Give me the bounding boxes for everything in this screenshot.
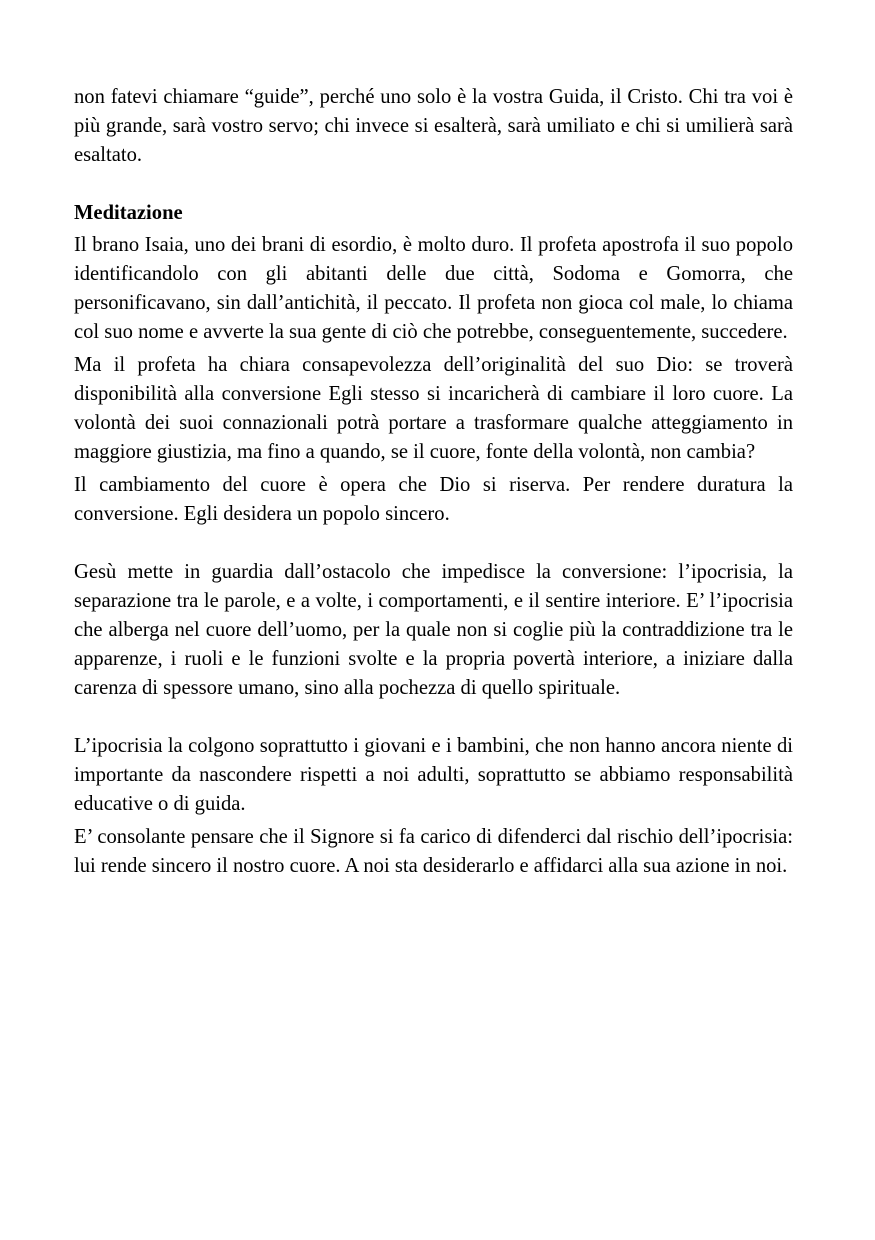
body-paragraph-6: E’ consolante pensare che il Signore si fa carico di difenderci dal rischio dell’ipocrisia: lui rende sincero il nostro cuore. A noi sta desiderarlo e affidarci alla sua azione in noi.	[74, 826, 793, 877]
body-paragraph-3: Il cambiamento del cuore è opera che Dio si riserva. Per rendere duratura la conversione. Egli desidera un popolo sincero.	[74, 474, 793, 525]
body-paragraph-1: Il brano Isaia, uno dei brani di esordio, è molto duro. Il profeta apostrofa il suo popolo identificandolo con gli abitanti delle due città, Sodoma e Gomorra, che personificavano, sin dall’antichità, il peccato. Il profeta non gioca col male, lo chiama col suo nome e avverte la sua gente di ciò che potrebbe, conseguentemente, succedere.	[74, 234, 793, 343]
body-paragraph-2: Ma il profeta ha chiara consapevolezza dell’originalità del suo Dio: se troverà disponibilità alla conversione Egli stesso si incaricherà di cambiare il loro cuore. La volontà dei suoi connazionali potrà portare a trasformare qualche atteggiamento in maggiore giustizia, ma fino a quando, se il cuore, fonte della volontà, non cambia?	[74, 354, 793, 463]
body-paragraph-4: Gesù mette in guardia dall’ostacolo che impedisce la conversione: l’ipocrisia, la separazione tra le parole, e a volte, i comportamenti, e il sentire interiore. E’ l’ipocrisia che alberga nel cuore dell’uomo, per la quale non si coglie più la contraddizione tra le apparenze, i ruoli e le funzioni svolte e la propria povertà interiore, a iniziare dalla carenza di spessore umano, sino alla pochezza di quello spirituale.	[74, 561, 793, 699]
document-page	[74, 83, 793, 881]
intro-paragraph: non fatevi chiamare “guide”, perché uno solo è la vostra Guida, il Cristo. Chi tra voi è più grande, sarà vostro servo; chi invece si esalterà, sarà umiliato e chi si umilierà sarà esaltato.	[74, 86, 793, 166]
body-paragraph-5: L’ipocrisia la colgono soprattutto i giovani e i bambini, che non hanno ancora niente di importante da nascondere rispetti a noi adulti, soprattutto se abbiamo responsabilità educative o di guida.	[74, 735, 793, 815]
section-heading: Meditazione	[74, 202, 183, 224]
